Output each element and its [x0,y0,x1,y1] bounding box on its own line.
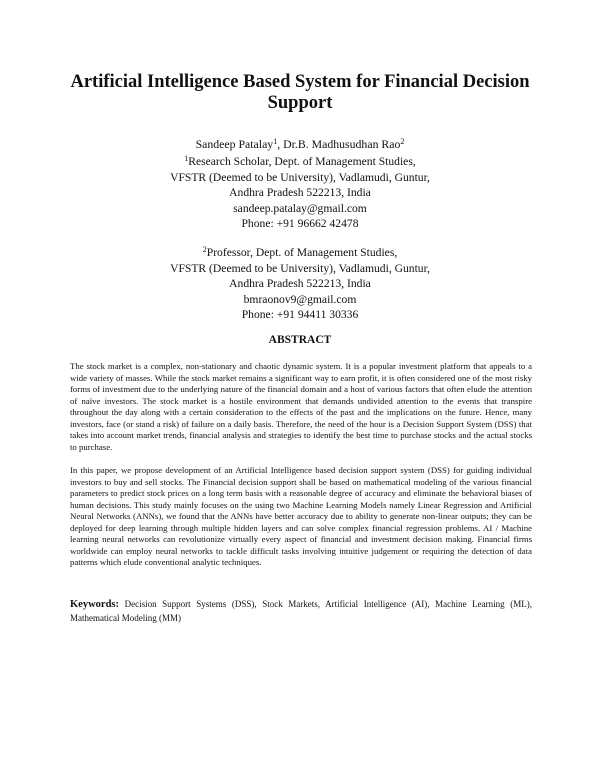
author-email: sandeep.patalay@gmail.com [233,201,367,215]
affiliation-superscript: 2 [202,245,207,254]
abstract-paragraph: In this paper, we propose development of an Artificial Intelligence based decision support system (DSS) for guiding individual investors to buy and sell stocks. The Financial decision support shall be based on mathematical modeling of the various financial parameters to predict stock prices on a long term basis with a reasonable degree of accuracy and eliminate the behavioral biases of human decisions. This study mainly focuses on the using two Machine Learning Models namely Linear Regression and Artificial Neural Networks (ANNs), we found that the ANNs have better accuracy due to ability to generate non-linear outputs; they can be deployed for deep learning through multiple hidden layers and can solve complex financial regression problems. AI / Machine learning neural networks can revolutionize virtually every aspect of financial and investment decision making. Financial firms worldwide can employ neural networks to tackle difficult tasks involving intuitive judgement or requiring the detection of data patterns which elude conventional analytic techniques. [70,465,532,567]
keywords-line [70,598,532,624]
affiliation-block-2 [100,245,500,323]
author-superscript: 1 [273,137,278,146]
author-phone: Phone: +91 96662 42478 [241,217,359,231]
affiliation-line: VFSTR (Deemed to be University), Vadlamudi, Guntur, [170,261,430,275]
affiliation-line: $^2$Professor, Dept. of Management Studies, [202,245,398,259]
affiliation-line: Andhra Pradesh 522213, India [229,277,371,291]
affiliation-block-1 [100,154,500,232]
paper-title: Artificial Intelligence Based System for Financial Decision Support [70,72,530,113]
keywords-text: Decision Support Systems (DSS), Stock Markets, Artificial Intelligence (AI), Machine Learning (ML), Mathematical Modeling (MM) [70,599,532,623]
affiliation-line: Andhra Pradesh 522213, India [229,186,371,200]
author-name: Sandeep Patalay [195,137,274,151]
abstract-paragraph: The stock market is a complex, non-stationary and chaotic dynamic system. It is a popular investment platform that appeals to a wide variety of masses. While the stock market remains a significant way to earn profit, it is often considered one of the most risky forms of investment due to the underlying nature of the financial domain and a host of various factors that often elude the attention of naïve investors. The stock market is a hostile environment that demands undivided attention to the events that transpire throughout the day along with a certain consideration to the effects of the past and the implications on the future. Hence, many investors, face (or stand a risk) of failure on a daily basis. Therefore, the need of the hour is a Decision Support System (DSS) that takes into account market trends, financial analysis and strategies to identify the best time to purchase stocks and the actual stocks to purchase. [70,361,532,452]
author-superscript: 2 [400,137,405,146]
author-line [100,137,500,153]
keywords-label: Keywords: [70,599,119,610]
author-phone: Phone: +91 94411 30336 [241,308,359,322]
affiliation-line: $^1$Research Scholar, Dept. of Management Studies, [184,154,416,168]
affiliation-superscript: 1 [184,154,189,163]
author-email: bmraonov9@gmail.com [243,292,357,306]
author-name: Dr.B. Madhusudhan Rao [283,137,401,151]
abstract-heading: ABSTRACT [268,334,332,346]
affiliation-line: VFSTR (Deemed to be University), Vadlamudi, Guntur, [170,170,430,184]
author-separator: , [277,137,284,151]
